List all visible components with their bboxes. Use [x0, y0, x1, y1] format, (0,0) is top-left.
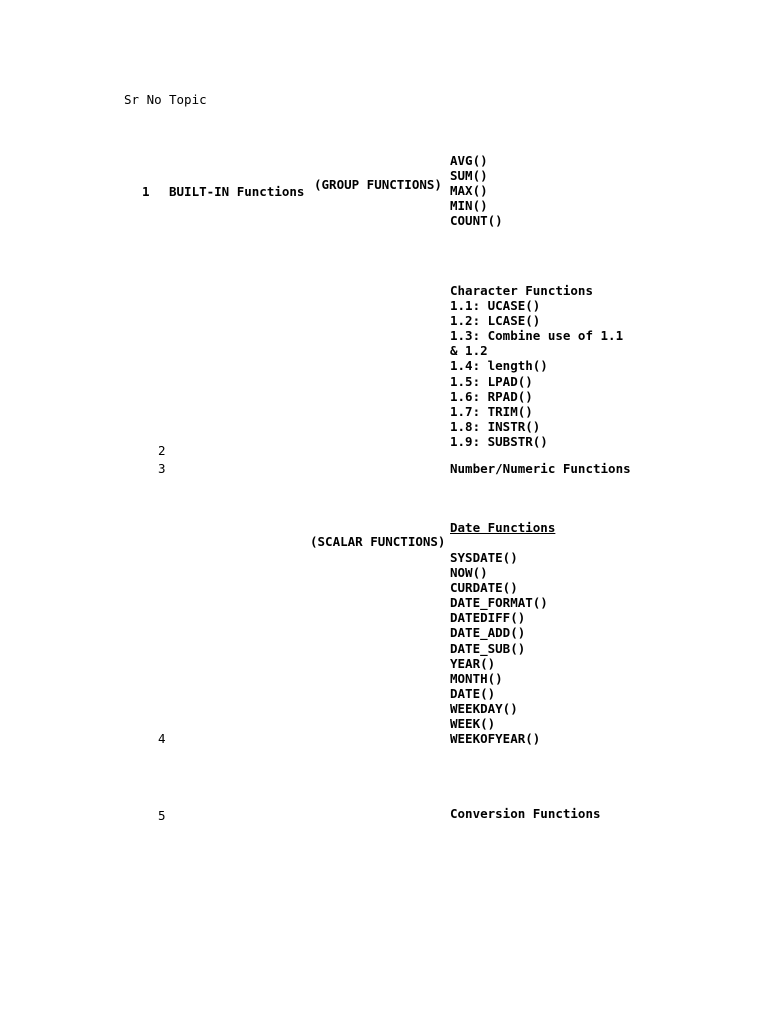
list-item: MIN() — [450, 198, 488, 214]
list-item: 1.5: LPAD() — [450, 373, 533, 389]
list-item: 1.7: TRIM() — [450, 403, 533, 419]
list-item: COUNT() — [450, 213, 503, 229]
character-functions-list — [450, 283, 623, 449]
scalar-functions-label: (SCALAR FUNCTIONS) — [310, 534, 446, 549]
list-item: 1.3: Combine use of 1.1 — [450, 328, 624, 344]
list-item: NOW() — [450, 565, 488, 581]
conversion-functions-heading: Conversion Functions — [450, 806, 601, 821]
row-2-number: 2 — [158, 443, 166, 458]
list-item: MONTH() — [450, 670, 503, 686]
list-item: 1.8: INSTR() — [450, 418, 541, 434]
list-item: MAX() — [450, 183, 488, 199]
row-1-topic: BUILT-IN Functions — [169, 184, 305, 199]
list-item: WEEKDAY() — [450, 700, 518, 716]
list-item: AVG() — [450, 153, 488, 168]
numeric-functions-heading: Number/Numeric Functions — [450, 461, 631, 476]
list-item: SYSDATE() — [450, 550, 518, 565]
list-item: CURDATE() — [450, 580, 518, 596]
group-functions-label: (GROUP FUNCTIONS) — [314, 177, 442, 192]
list-item: 1.1: UCASE() — [450, 298, 541, 314]
header-sr-no: Sr No — [124, 92, 162, 107]
list-item: 1.9: SUBSTR() — [450, 433, 548, 449]
list-item: & 1.2 — [450, 343, 488, 359]
date-functions-heading: Date Functions — [450, 520, 556, 535]
list-item: WEEKOFYEAR() — [450, 731, 541, 747]
list-item: SUM() — [450, 168, 488, 184]
row-4-number: 4 — [158, 731, 166, 746]
row-5-number: 5 — [158, 808, 166, 823]
list-item: DATE_SUB() — [450, 640, 526, 656]
list-item: WEEK() — [450, 716, 496, 732]
list-item: DATE_ADD() — [450, 625, 526, 641]
list-item: DATEDIFF() — [450, 610, 526, 626]
header-topic: Topic — [169, 92, 207, 107]
list-item: 1.6: RPAD() — [450, 388, 533, 404]
list-item: Character Functions — [450, 283, 593, 298]
group-functions-list — [450, 153, 503, 228]
list-item: 1.2: LCASE() — [450, 313, 541, 329]
list-item: DATE() — [450, 685, 496, 701]
row-3-number: 3 — [158, 461, 166, 476]
list-item: DATE_FORMAT() — [450, 595, 548, 611]
list-item: YEAR() — [450, 655, 496, 671]
row-1-number: 1 — [142, 184, 150, 199]
date-functions-list — [450, 550, 548, 746]
list-item: 1.4: length() — [450, 358, 548, 374]
